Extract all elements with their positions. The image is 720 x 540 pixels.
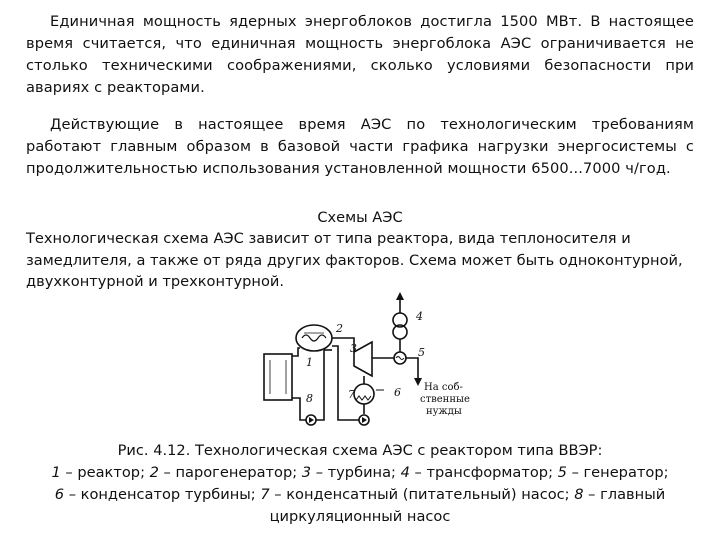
caption-num: 8 bbox=[574, 486, 584, 503]
label-3: 3 bbox=[350, 342, 357, 355]
caption-text: – главный циркуляционный насос bbox=[269, 486, 666, 525]
aux-label-line2: ственные bbox=[420, 394, 470, 405]
label-5: 5 bbox=[418, 346, 425, 359]
label-1: 1 bbox=[306, 356, 313, 369]
condensate-pump-shape bbox=[332, 346, 369, 425]
reactor-shape bbox=[264, 354, 292, 400]
label-4: 4 bbox=[416, 310, 423, 323]
condenser-shape bbox=[354, 376, 384, 404]
label-2: 2 bbox=[336, 322, 343, 335]
caption-line-1 bbox=[40, 462, 680, 484]
caption-num: 7 bbox=[260, 486, 270, 503]
caption-text: – турбина; bbox=[311, 464, 401, 481]
generator-shape bbox=[394, 352, 406, 364]
caption-line-2 bbox=[40, 484, 680, 528]
transformer-shape bbox=[393, 292, 407, 352]
aux-label-line1: На соб- bbox=[424, 382, 463, 393]
caption-num: 6 bbox=[54, 486, 65, 503]
figure-caption bbox=[40, 440, 680, 528]
section-paragraph: Технологическая схема АЭС зависит от типа реактора, вида теплоносителя и замедлителя, а также от ряда других факторов. Схема может быть одноконтурной, двухконтурной и трехконтурной. bbox=[26, 230, 683, 290]
caption-text: – генератор; bbox=[566, 464, 669, 481]
caption-text: – конденсатный (питательный) насос; bbox=[269, 486, 575, 503]
aux-line bbox=[406, 358, 418, 380]
section-heading: Схемы АЭС bbox=[317, 209, 403, 226]
aux-arrow bbox=[414, 378, 422, 386]
paragraph-base-load: Действующие в настоящее время АЭС по технологическим требованиям работают главным образом в базовой части графика нагрузки энергосистемы с продолжительностью использования установленной мощности 6500...7000 ч/год. bbox=[26, 116, 694, 177]
caption-num: 4 bbox=[400, 464, 410, 481]
caption-text: – трансформатор; bbox=[409, 464, 558, 481]
label-8: 8 bbox=[306, 392, 313, 405]
main-circulation-pump-shape bbox=[306, 415, 316, 425]
label-6: 6 bbox=[394, 386, 401, 399]
caption-text: – реактор; bbox=[60, 464, 150, 481]
caption-num: 5 bbox=[557, 464, 567, 481]
caption-text: – парогенератор; bbox=[158, 464, 302, 481]
paragraph-unit-power: Единичная мощность ядерных энергоблоков достигла 1500 МВт. В настоящее время считается, что единичная мощность энергоблока АЭС ограничивается не столько техническими соображениями, сколько условиями безопасности при авариях с реакторами. bbox=[26, 13, 694, 96]
caption-num: 3 bbox=[301, 464, 312, 481]
steam-generator-shape bbox=[296, 325, 332, 351]
caption-text: – конденсатор турбины; bbox=[64, 486, 261, 503]
aux-label-line3: нужды bbox=[426, 406, 462, 417]
caption-title: Рис. 4.12. Технологическая схема АЭС с реактором типа ВВЭР: bbox=[117, 442, 603, 459]
caption-num: 2 bbox=[149, 464, 159, 481]
npp-vver-schematic bbox=[258, 290, 474, 440]
caption-num: 1 bbox=[51, 464, 61, 481]
label-7: 7 bbox=[348, 388, 355, 401]
